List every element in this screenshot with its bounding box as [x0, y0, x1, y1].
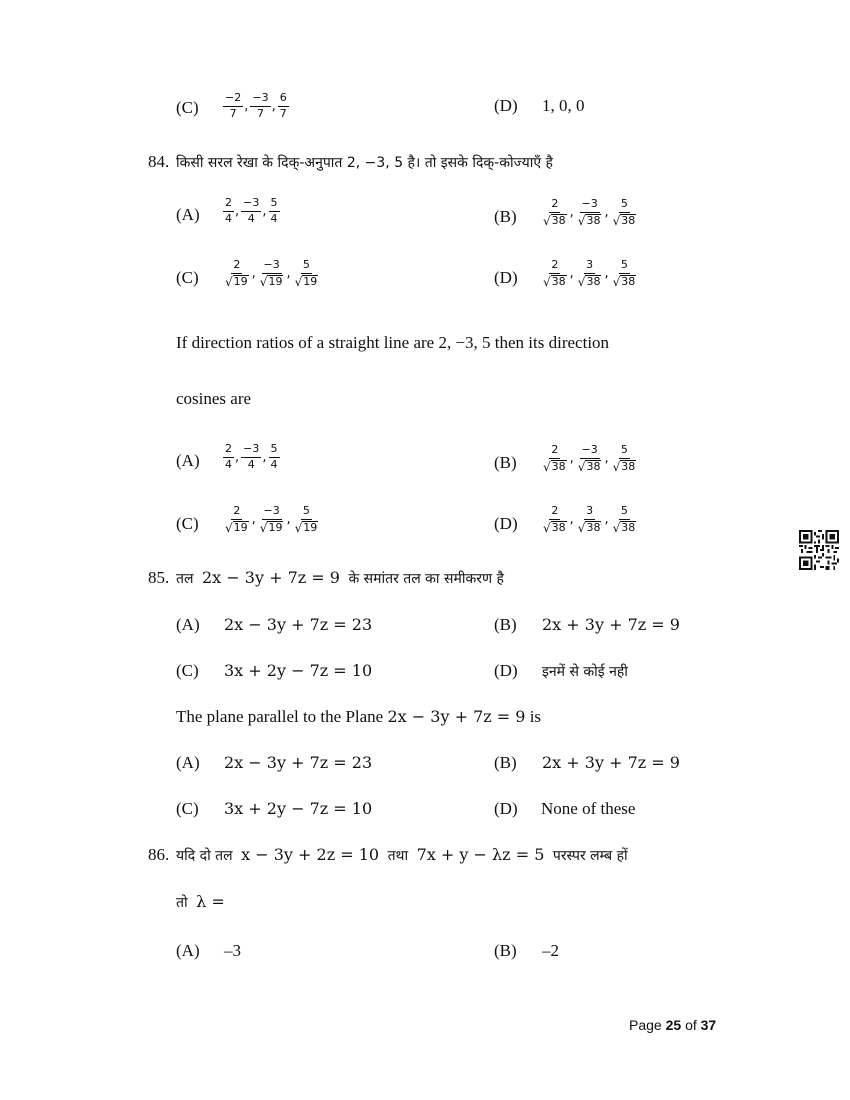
q85-number: 85. [148, 568, 170, 587]
q85-en-option-c-label: (C) [176, 799, 199, 818]
page-number [629, 1017, 716, 1033]
q84-english-stem-line2: cosines are [176, 389, 252, 408]
q85-hi-option-a-label: (A) [176, 615, 200, 634]
q86-option-a-label: (A) [176, 941, 200, 960]
q85-english-stem [176, 707, 541, 727]
q83-option-d-value: 1, 0, 0 [542, 96, 585, 115]
q83-option-c-label: (C) [176, 98, 199, 117]
q84-hi-option-a-label: (A) [176, 205, 200, 224]
q85-en-option-b-value: 2x + 3y + 7z = 9 [542, 753, 680, 772]
q86-hindi-stem-line2 [176, 892, 225, 912]
q84-hi-option-b-value: 2 √ 38 , −3 √ 38 , 5 √ 38 [543, 197, 636, 228]
q85-hi-option-c-value: 3x + 2y − 7z = 10 [224, 661, 373, 680]
q84-hi-option-d-label: (D) [494, 268, 518, 287]
q84-hi-option-a-value: $\frac{2}{4}$ , $\frac{-3}{4}$ , $\frac{5}{4}$ [225, 196, 278, 225]
q84-en-option-c-value: 2 √ 19 , −3 √ 19 , 5 √ 19 [225, 504, 318, 535]
q84-en-option-a-label: (A) [176, 451, 200, 470]
q86-option-b-label: (B) [494, 941, 517, 960]
fraction: $\frac{6}{7}$ [279, 91, 287, 120]
q85-en-option-b-label: (B) [494, 753, 517, 772]
fraction: $\frac{-3}{4}$ [243, 196, 260, 225]
q84-hi-option-d-value: 2 √ 38 , 3 √ 38 , 5 √ 38 [543, 258, 636, 289]
q86-hindi-stem-line1 [176, 845, 628, 865]
q86-equation-3: λ = [196, 892, 225, 911]
q86-hindi-text: तथा [387, 848, 409, 864]
q84-en-option-d-label: (D) [494, 514, 518, 533]
q84-en-option-b-label: (B) [494, 453, 517, 472]
q85-en-option-a-label: (A) [176, 753, 200, 772]
q83-option-c-value: $\frac{-2}{7}$ , $\frac{-3}{7}$ , $\frac{6}{7}$ [225, 91, 287, 120]
q85-en-option-c-value: 3x + 2y − 7z = 10 [224, 799, 373, 818]
q86-number: 86. [148, 845, 170, 864]
q85-hi-option-c-label: (C) [176, 661, 199, 680]
fraction: $\frac{5}{4}$ [270, 196, 278, 225]
fraction: $\frac{-2}{7}$ [225, 91, 242, 120]
current-page: 25 [665, 1017, 682, 1033]
total-pages: 37 [700, 1017, 717, 1033]
q85-en-option-a-value: 2x − 3y + 7z = 23 [224, 753, 373, 772]
q84-hi-option-c-value: 2 √ 19 , −3 √ 19 , 5 √ 19 [225, 258, 318, 289]
qr-code-icon [799, 530, 839, 570]
q84-number: 84. [148, 152, 170, 171]
q86-option-b-value: –2 [542, 941, 559, 960]
q86-option-a-value: –3 [224, 941, 241, 960]
q85-hi-option-d-value: इनमें से कोई नही [542, 664, 628, 680]
q84-english-stem-line1: If direction ratios of a straight line are 2, −3, 5 then its direction [176, 333, 610, 352]
q85-hindi-stem [176, 568, 504, 588]
q84-en-option-c-label: (C) [176, 514, 199, 533]
q85-hindi-pre: तल [176, 571, 194, 587]
page-prefix: Page [629, 1017, 662, 1033]
fraction: $\frac{-3}{7}$ [252, 91, 269, 120]
q86-equation-1: x − 3y + 2z = 10 [241, 845, 380, 864]
q85-en-option-d-label: (D) [494, 799, 518, 818]
q85-en-option-d-value: None of these [541, 799, 636, 818]
page-of: of [685, 1017, 697, 1033]
q84-hi-option-b-label: (B) [494, 207, 517, 226]
q85-equation: 2x − 3y + 7z = 9 [201, 568, 340, 587]
q84-en-option-a-value: $\frac{2}{4}$ , $\frac{-3}{4}$ , $\frac{5}{4}$ [225, 442, 278, 471]
fraction: $\frac{2}{4}$ [225, 196, 232, 225]
q86-hindi-text: यदि दो तल [176, 848, 233, 864]
q86-hindi-text: तो [176, 895, 188, 911]
q85-hi-option-b-value: 2x + 3y + 7z = 9 [542, 615, 680, 634]
q86-hindi-text: परस्पर लम्ब हों [552, 848, 628, 864]
q85-hi-option-b-label: (B) [494, 615, 517, 634]
q85-hindi-post: के समांतर तल का समीकरण है [348, 571, 504, 587]
q85-english-post: is [529, 707, 542, 726]
q86-equation-2: 7x + y − λz = 5 [416, 845, 545, 864]
q84-hi-option-c-label: (C) [176, 268, 199, 287]
q85-hi-option-a-value: 2x − 3y + 7z = 23 [224, 615, 373, 634]
q85-hi-option-d-label: (D) [494, 661, 518, 680]
q84-en-option-d-value: 2 √ 38 , 3 √ 38 , 5 √ 38 [543, 504, 636, 535]
q84-en-option-b-value: 2 √ 38 , −3 √ 38 , 5 √ 38 [543, 443, 636, 474]
q85-english-equation: 2x − 3y + 7z = 9 [387, 707, 526, 726]
q84-hindi-stem: किसी सरल रेखा के दिक्-अनुपात 2, −3, 5 है। तो इसके दिक्-कोज्याएँ है [176, 155, 553, 171]
q85-english-pre: The plane parallel to the Plane [176, 707, 384, 726]
q83-option-d-label: (D) [494, 96, 518, 115]
